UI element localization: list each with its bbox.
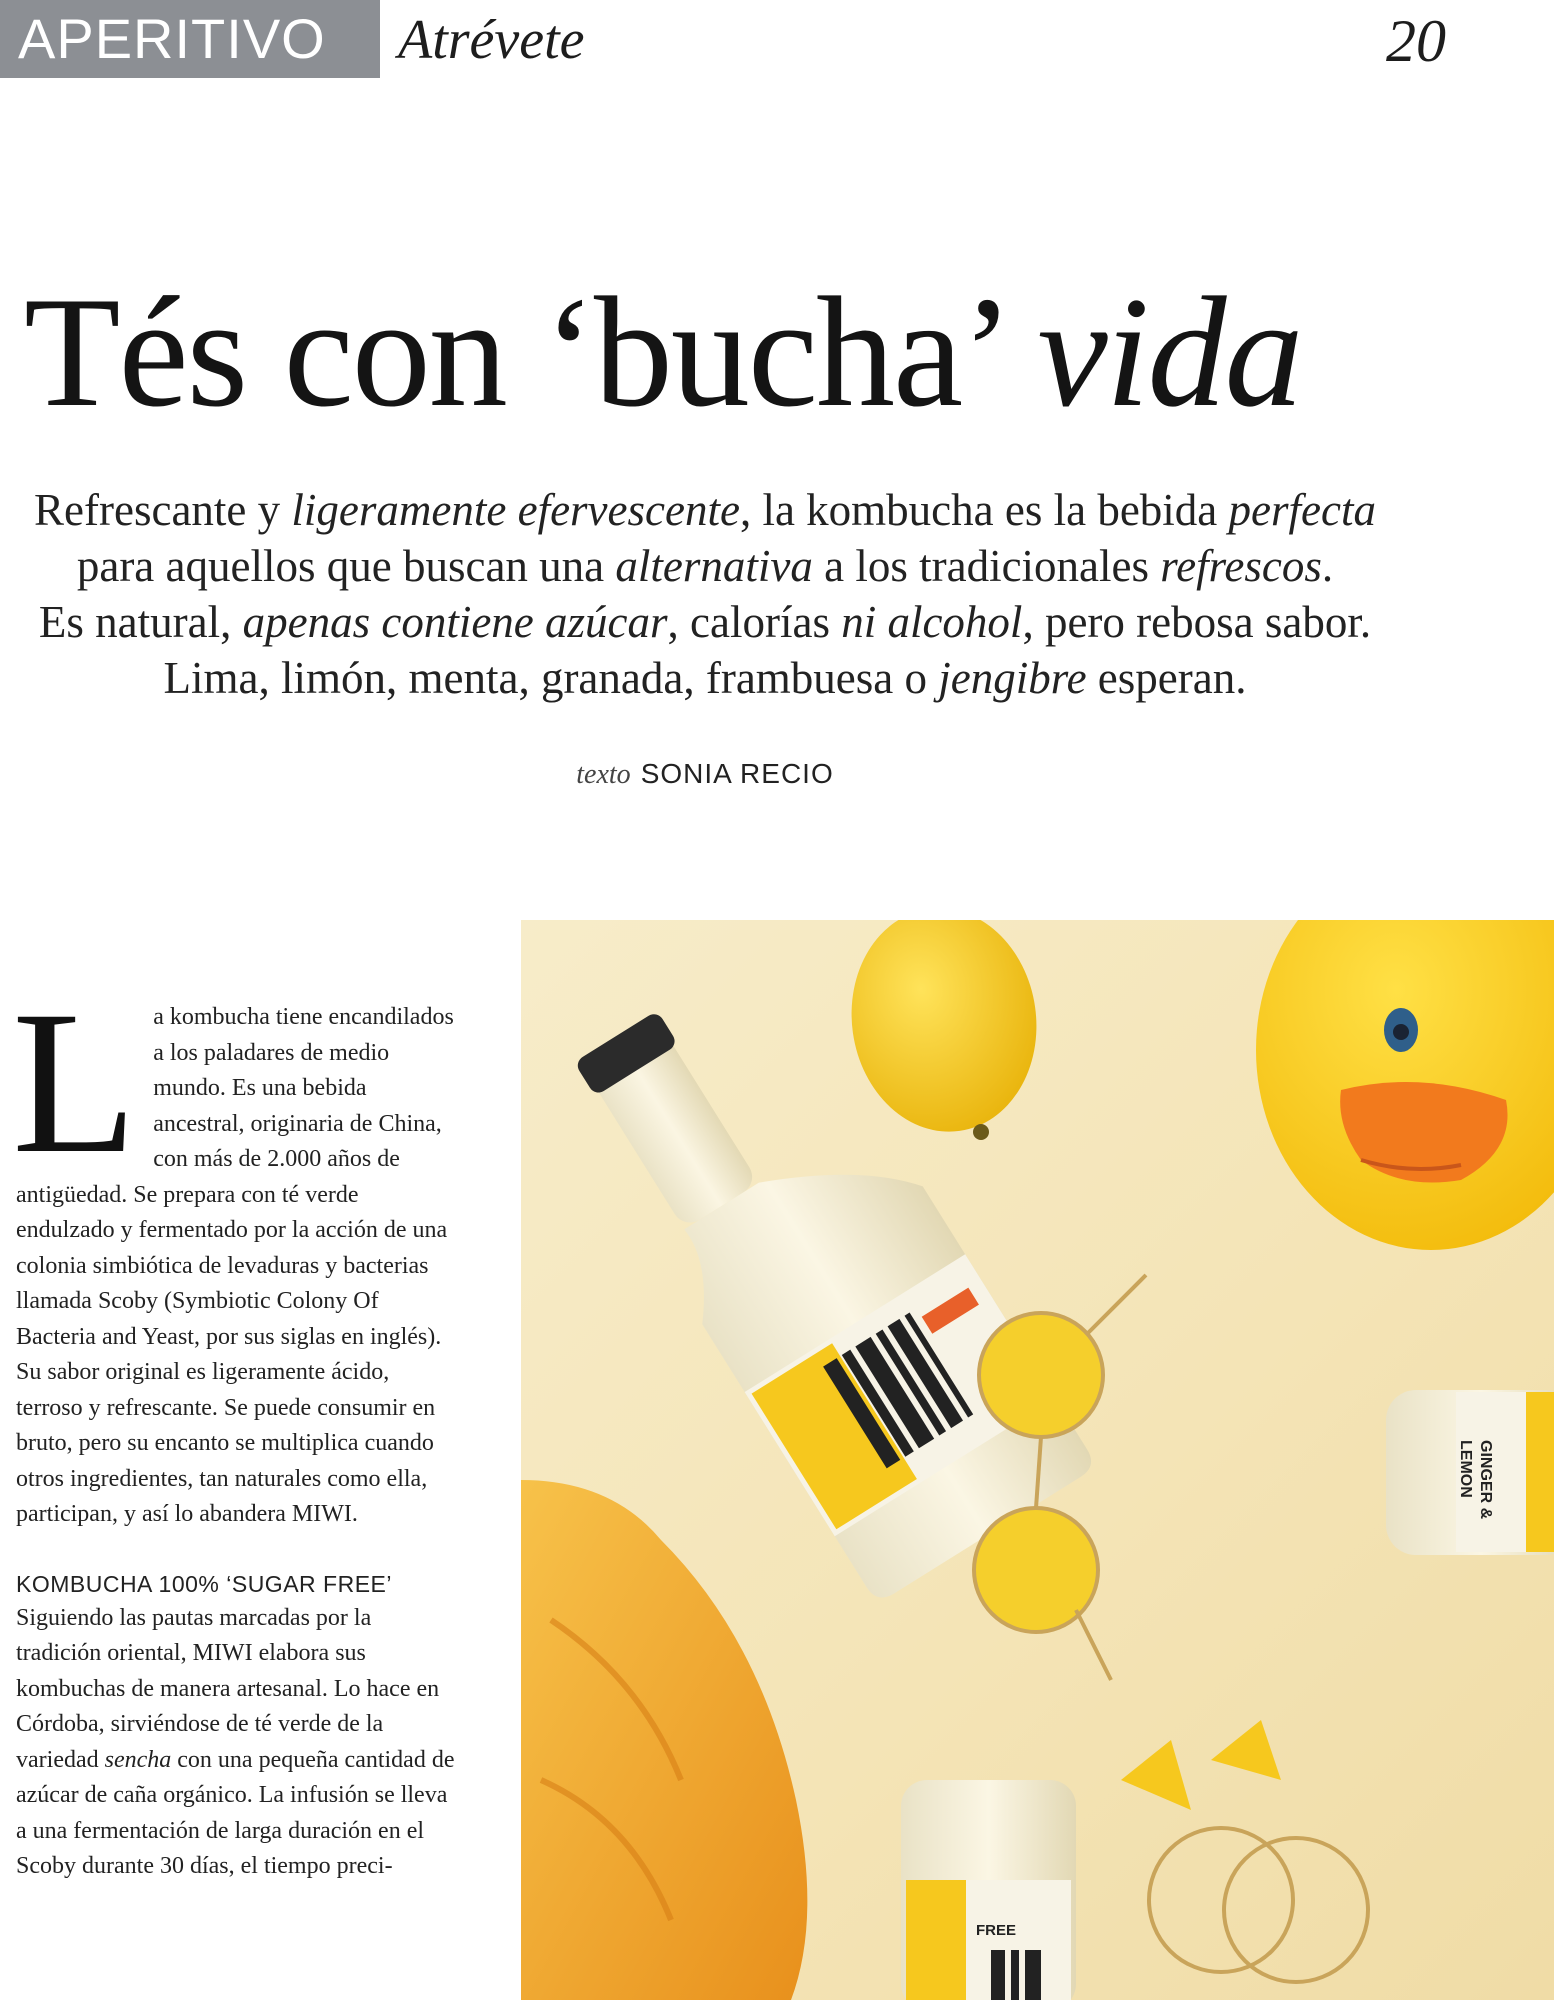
lead-run: esperan. — [1086, 653, 1247, 703]
lead-italic-run: ligeramente efervescente — [291, 485, 740, 535]
article-lead — [10, 482, 1400, 706]
lead-italic-run: apenas contiene azúcar — [242, 597, 668, 647]
lead-run: Es natural, — [38, 597, 243, 647]
rubber-duck — [1256, 920, 1554, 1250]
body-column — [12, 969, 456, 1885]
byline-author: SONIA RECIO — [640, 758, 834, 789]
can-right-flavor-line1: GINGER & — [1477, 1440, 1494, 1520]
orange-puffer-bag — [521, 1480, 807, 2000]
lead-run: , calorías — [667, 597, 842, 647]
byline-label: texto — [576, 759, 631, 790]
subsection-label: Atrévete — [398, 9, 585, 71]
page-number: 20 — [1386, 8, 1446, 74]
lead-italic-run: ni alcohol — [841, 597, 1023, 647]
lead-run: para aquellos que buscan una — [76, 541, 616, 591]
lead-run: , la kombucha es la bebida — [739, 485, 1229, 535]
byline — [10, 758, 1400, 791]
tassel-earrings — [1121, 1720, 1368, 1982]
lead-italic-run: perfecta — [1228, 485, 1376, 535]
kombucha-bottle — [549, 920, 1135, 1604]
product-photo — [521, 920, 1554, 2000]
title-upright: Tés con ‘bucha’ — [24, 265, 1038, 440]
kombucha-still-life-illustration — [521, 920, 1554, 2000]
lead-run: . — [1321, 541, 1334, 591]
lead-run: , pero rebosa sabor. — [1022, 597, 1372, 647]
lead-italic-run: refrescos — [1160, 541, 1322, 591]
title-italic: vida — [1037, 265, 1302, 440]
lead-run: Refrescante y — [34, 485, 292, 535]
article-title — [24, 265, 1524, 440]
section-tag — [0, 0, 380, 78]
lead-run: Lima, limón, menta, granada, frambuesa o — [163, 653, 939, 703]
section-label: APERITIVO — [18, 7, 326, 70]
lead-italic-run: jengibre — [938, 653, 1087, 703]
lead-run: a los tradicionales — [812, 541, 1161, 591]
drop-cap: L — [12, 969, 138, 1196]
paragraph-2: Siguiendo las pautas marcadas por la tradición oriental, MIWI elabora sus kombuchas de manera artesanal. Lo hace en Córdoba, sirviéndose de té verde de la variedad sencha con una pequeña cantidad de azúcar de caña orgánico. La infusión se lleva a una fermentación de larga duración en el Scoby durante 30 días, el tiempo preci- — [16, 1604, 455, 1879]
lemon — [837, 920, 1050, 1144]
subheading: KOMBUCHA 100% ‘SUGAR FREE’ — [16, 1570, 392, 1597]
kombucha-can-bottom — [901, 1780, 1076, 2000]
can-bottom-free: FREE — [976, 1922, 1017, 1939]
lead-italic-run: alternativa — [615, 541, 813, 591]
paragraph-1: a kombucha tiene encandilados a los paladares de medio mundo. Es una bebida ancestral, originaria de China, con más de 2.000 años de antigüedad. Se prepara con té verde endulzado y fermentado por la acción de una colonia simbiótica de levaduras y bacterias llamada Scoby (Symbiotic Colony Of Bacteria and Yeast, por sus siglas en inglés). Su sabor original es ligeramente ácido, terroso y refrescante. Se puede consumir en bruto, pero su encanto se multiplica cuando otros ingredientes, tan naturales como ella, participan, y así lo abandera MIWI. — [16, 1004, 454, 1527]
can-right-flavor-line2: LEMON — [1457, 1440, 1474, 1498]
kombucha-can-right — [1386, 1390, 1554, 1555]
